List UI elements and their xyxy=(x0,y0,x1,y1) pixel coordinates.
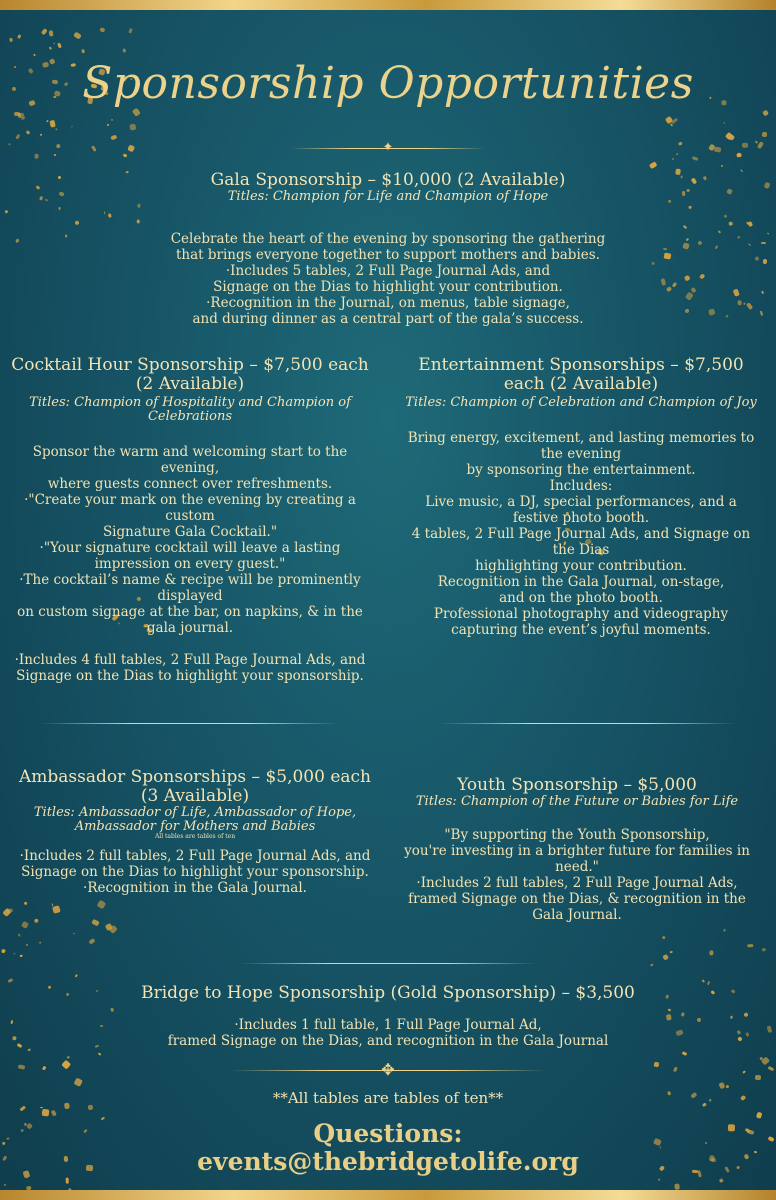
gold-fleck xyxy=(677,141,682,146)
gold-fleck xyxy=(65,235,67,238)
gold-fleck xyxy=(723,121,725,124)
gold-fleck xyxy=(762,948,766,952)
cocktail-titles: Titles: Champion of Hospitality and Champion of Celebrations xyxy=(29,395,351,424)
gold-fleck xyxy=(28,1048,31,1051)
gold-fleck xyxy=(56,144,61,149)
gala-description xyxy=(100,231,676,327)
ambassador-line: ·Recognition in the Gala Journal. xyxy=(83,880,307,896)
gold-fleck xyxy=(52,905,61,914)
gold-fleck xyxy=(39,942,41,944)
gold-fleck xyxy=(755,1074,761,1079)
tables-note: **All tables are tables of ten** xyxy=(272,1089,504,1107)
gold-fleck xyxy=(98,1052,102,1056)
gold-fleck xyxy=(724,214,728,218)
gold-fleck xyxy=(767,1025,773,1033)
gold-fleck xyxy=(685,308,690,313)
gold-fleck xyxy=(129,124,136,131)
gala-sponsorship-section xyxy=(100,171,676,327)
entertainment-section xyxy=(404,356,758,638)
gold-fleck xyxy=(7,908,14,913)
gold-fleck xyxy=(650,161,658,168)
gold-fleck xyxy=(40,29,47,36)
cocktail-heading: Cocktail Hour Sponsorship – $7,500 each (2 Available) xyxy=(11,355,369,394)
cocktail-hour-section xyxy=(8,356,372,684)
ambassador-heading: Ambassador Sponsorships – $5,000 each (3 Available) xyxy=(18,767,372,806)
bridge-line: framed Signage on the Dias, and recognition in the Gala Journal xyxy=(167,1033,609,1049)
gold-fleck xyxy=(74,1078,83,1087)
cocktail-line: ·Includes 4 full tables, 2 Full Page Journal Ads, and xyxy=(14,652,366,668)
cocktail-line: Signage on the Dias to highlight your sponsorship. xyxy=(16,668,364,684)
gold-fleck xyxy=(689,206,692,209)
gold-fleck xyxy=(748,221,754,227)
gold-fleck xyxy=(18,1064,25,1069)
ambassador-line: ·Includes 2 full tables, 2 Full Page Journal Ads, and xyxy=(19,848,371,864)
gold-fleck xyxy=(75,974,78,977)
questions-label: Questions: xyxy=(313,1119,463,1148)
gold-fleck xyxy=(718,1082,725,1089)
gold-fleck xyxy=(128,28,133,34)
gold-fleck xyxy=(658,1178,661,1181)
gold-fleck xyxy=(81,49,85,54)
gala-line: and during dinner as a central part of the gala’s success. xyxy=(192,311,584,327)
gold-fleck xyxy=(122,154,127,159)
left-section-divider xyxy=(40,723,340,724)
gold-fleck xyxy=(67,1055,70,1058)
gold-fleck xyxy=(89,938,96,945)
gold-fleck xyxy=(733,288,740,296)
right-section-divider xyxy=(440,723,736,724)
gold-fleck xyxy=(726,314,730,318)
gold-fleck xyxy=(736,235,740,239)
gold-fleck xyxy=(73,933,76,935)
gold-fleck xyxy=(7,143,10,146)
entertainment-line: Recognition in the Gala Journal, on-stage, xyxy=(437,574,725,590)
gold-fleck xyxy=(10,1020,13,1024)
gold-fleck xyxy=(34,154,39,159)
gold-fleck xyxy=(17,34,22,39)
fleur-ornament-icon: ✥ xyxy=(381,1060,395,1079)
entertainment-line: by sponsoring the entertainment. xyxy=(466,462,696,478)
gold-fleck xyxy=(127,144,135,152)
gold-fleck xyxy=(672,158,674,160)
gold-fleck xyxy=(760,290,763,293)
gala-line: that brings everyone together to support mothers and babies. xyxy=(176,247,600,263)
gold-fleck xyxy=(91,919,99,926)
gold-fleck xyxy=(745,302,753,310)
ambassador-line: Signage on the Dias to highlight your sponsorship. xyxy=(21,864,369,880)
cocktail-line: ·"Your signature cocktail will leave a lasting impression on every guest." xyxy=(39,540,341,572)
gold-fleck xyxy=(757,141,764,149)
youth-line: you're investing in a brighter future for families in need." xyxy=(404,843,750,875)
entertainment-description xyxy=(404,430,758,638)
entertainment-line: and on the photo booth. xyxy=(499,590,663,606)
gold-fleck xyxy=(15,133,21,139)
gold-fleck xyxy=(737,300,741,306)
gold-fleck xyxy=(111,119,114,122)
cocktail-spacer xyxy=(8,636,372,652)
gold-fleck xyxy=(743,1012,748,1018)
ambassador-section xyxy=(8,768,382,896)
gold-fleck xyxy=(722,929,725,932)
gold-fleck xyxy=(100,27,106,32)
bridge-description xyxy=(60,1017,716,1049)
cocktail-line: on custom signage at the bar, on napkins, & in the gala journal. xyxy=(17,604,363,636)
gold-fleck xyxy=(730,1015,733,1018)
gold-fleck xyxy=(759,311,762,316)
gold-fleck xyxy=(761,132,767,137)
gold-fleck xyxy=(71,125,73,127)
cocktail-line: Signature Gala Cocktail." xyxy=(102,524,278,540)
gold-fleck xyxy=(718,230,721,233)
gold-fleck xyxy=(107,124,110,127)
ambassador-description xyxy=(8,848,382,896)
cocktail-line: where guests connect over refreshments. xyxy=(47,476,333,492)
gold-fleck xyxy=(5,210,9,214)
gold-fleck xyxy=(7,978,13,983)
entertainment-line: Includes: xyxy=(549,478,613,494)
gold-fleck xyxy=(763,259,768,264)
gold-fleck xyxy=(1,948,6,953)
bridge-heading: Bridge to Hope Sponsorship (Gold Sponsorship) – $3,500 xyxy=(141,983,635,1003)
gold-fleck xyxy=(669,951,672,954)
gold-fleck xyxy=(768,1065,774,1070)
gold-fleck xyxy=(132,108,141,117)
gold-fleck xyxy=(691,178,698,185)
gold-fleck xyxy=(18,934,21,937)
gold-fleck xyxy=(45,198,49,201)
entertainment-line: 4 tables, 2 Full Page Journal Ads, and Signage on the Dias xyxy=(411,526,751,558)
gold-fleck xyxy=(49,47,52,50)
gold-fleck xyxy=(673,1067,678,1073)
gold-fleck xyxy=(708,309,715,316)
gold-fleck xyxy=(682,1051,688,1056)
gold-fleck xyxy=(743,1070,746,1073)
contact-email[interactable]: events@thebridgetolife.org xyxy=(197,1147,579,1176)
gold-fleck xyxy=(764,181,771,189)
gold-fleck xyxy=(685,292,694,301)
gold-fleck xyxy=(756,1112,763,1120)
entertainment-line: Bring energy, excitement, and lasting memories to the evening xyxy=(407,430,755,462)
gold-fleck xyxy=(33,54,36,57)
cocktail-line: ·"Create your mark on the evening by creating a custom xyxy=(24,492,356,524)
ambassador-titles: Titles: Ambassador of Life, Ambassador of Hope, Ambassador for Mothers and Babies xyxy=(33,805,357,834)
gold-fleck xyxy=(57,43,62,49)
gold-fleck xyxy=(66,1178,70,1184)
gala-line: ·Includes 5 tables, 2 Full Page Journal Ads, and xyxy=(225,263,551,279)
gold-fleck xyxy=(729,222,734,227)
gold-fleck xyxy=(52,43,55,45)
entertainment-line: Professional photography and videography xyxy=(433,606,729,622)
gold-fleck xyxy=(742,143,748,148)
ambassador-small-note: All tables are tables of ten xyxy=(154,833,236,840)
gold-fleck xyxy=(54,127,57,130)
gold-fleck xyxy=(730,989,736,994)
title-divider xyxy=(290,140,486,155)
gala-line: Celebrate the heart of the evening by sponsoring the gathering xyxy=(170,231,606,247)
gold-fleck xyxy=(25,944,27,946)
bridge-divider xyxy=(240,963,536,964)
gold-fleck xyxy=(40,134,42,136)
gold-fleck xyxy=(51,1110,57,1117)
gold-fleck xyxy=(721,165,724,168)
gold-fleck xyxy=(726,188,733,195)
gold-fleck xyxy=(687,189,690,192)
gold-fleck xyxy=(19,112,25,120)
gala-titles: Titles: Champion for Life and Champion of Hope xyxy=(227,189,549,204)
gold-fleck xyxy=(61,1059,71,1069)
gold-fleck xyxy=(46,120,49,123)
gala-line: ·Recognition in the Journal, on menus, table signage, xyxy=(206,295,570,311)
entertainment-heading: Entertainment Sponsorships – $7,500 each (2 Available) xyxy=(418,355,744,394)
gold-fleck xyxy=(9,38,13,42)
entertainment-titles: Titles: Champion of Celebration and Champion of Joy xyxy=(405,395,757,410)
entertainment-line: capturing the event’s joyful moments. xyxy=(451,622,711,638)
gala-line: Signage on the Dias to highlight your contribution. xyxy=(213,279,563,295)
gold-fleck xyxy=(74,31,82,39)
gold-fleck xyxy=(122,48,126,53)
gold-fleck xyxy=(97,899,106,908)
gold-fleck xyxy=(42,1066,47,1071)
gold-fleck xyxy=(747,944,753,948)
gold-fleck xyxy=(48,986,52,990)
gold-fleck xyxy=(68,1187,72,1190)
gold-fleck xyxy=(59,191,65,197)
entertainment-line: highlighting your contribution. xyxy=(475,558,687,574)
cocktail-line: Sponsor the warm and welcoming start to the evening, xyxy=(32,444,348,476)
gold-fleck xyxy=(42,1109,50,1117)
gold-fleck xyxy=(698,240,703,245)
gold-fleck xyxy=(755,257,759,261)
gold-fleck xyxy=(767,233,769,235)
gold-fleck xyxy=(4,1184,7,1187)
footer-divider xyxy=(230,1060,546,1079)
gold-fleck xyxy=(26,130,31,135)
gold-fleck xyxy=(25,1185,31,1190)
gold-fleck xyxy=(692,156,699,161)
contact-block xyxy=(0,1120,776,1176)
gold-fleck xyxy=(20,955,23,957)
gold-fleck xyxy=(680,175,683,179)
gold-fleck xyxy=(92,145,98,151)
gold-fleck xyxy=(740,169,743,172)
top-gold-border xyxy=(0,0,776,10)
entertainment-line: Live music, a DJ, special performances, and a festive photo booth. xyxy=(425,494,737,526)
gold-fleck xyxy=(51,903,53,906)
gold-fleck xyxy=(682,225,686,229)
gold-fleck xyxy=(737,1030,741,1035)
gold-fleck xyxy=(714,244,719,249)
gala-heading: Gala Sponsorship – $10,000 (2 Available) xyxy=(210,170,566,190)
gold-fleck xyxy=(685,275,691,281)
gold-fleck xyxy=(671,117,679,124)
gold-fleck xyxy=(12,953,15,955)
gold-fleck xyxy=(17,1043,23,1048)
gold-fleck xyxy=(74,220,79,226)
gold-fleck xyxy=(725,1084,729,1088)
diamond-ornament-icon: ✦ xyxy=(382,140,394,155)
gold-fleck xyxy=(737,1036,742,1041)
gold-fleck xyxy=(23,901,28,906)
youth-line: framed Signage on the Dias, & recognition in the xyxy=(408,891,746,907)
youth-titles: Titles: Champion of the Future or Babies for Life xyxy=(415,794,739,809)
youth-line: "By supporting the Youth Sponsorship, xyxy=(444,827,710,843)
gold-fleck xyxy=(53,154,55,156)
gold-fleck xyxy=(719,1178,725,1183)
gold-fleck xyxy=(702,980,705,983)
youth-description xyxy=(396,827,758,923)
gold-fleck xyxy=(58,207,61,210)
youth-heading: Youth Sponsorship – $5,000 xyxy=(457,775,697,795)
gold-fleck xyxy=(761,242,765,244)
gold-fleck xyxy=(710,951,714,956)
gold-fleck xyxy=(662,954,669,961)
gold-fleck xyxy=(58,175,62,179)
gold-fleck xyxy=(662,936,666,939)
gold-fleck xyxy=(737,153,742,158)
gold-fleck xyxy=(755,141,758,144)
cocktail-line: ·The cocktail’s name & recipe will be prominently displayed xyxy=(19,572,361,604)
gold-fleck xyxy=(14,112,20,116)
youth-line: ·Includes 2 full tables, 2 Full Page Journal Ads, xyxy=(416,875,738,891)
gold-fleck xyxy=(748,243,751,246)
gold-fleck xyxy=(49,120,56,128)
gold-fleck xyxy=(703,176,707,181)
youth-line: Gala Journal. xyxy=(532,907,622,923)
bridge-to-hope-section xyxy=(60,984,716,1049)
gold-fleck xyxy=(15,238,20,243)
gold-fleck xyxy=(12,1035,17,1040)
gold-fleck xyxy=(654,1062,660,1068)
gold-fleck xyxy=(39,196,43,201)
gold-fleck xyxy=(36,185,41,190)
gold-fleck xyxy=(675,152,678,155)
gold-fleck xyxy=(699,273,705,279)
gold-fleck xyxy=(762,110,769,117)
bridge-line: ·Includes 1 full table, 1 Full Page Journal Ad, xyxy=(234,1017,542,1033)
gold-fleck xyxy=(33,918,39,924)
gold-fleck xyxy=(685,237,689,241)
cocktail-description xyxy=(8,444,372,684)
gold-fleck xyxy=(745,1032,750,1037)
page-title: Sponsorship Opportunities xyxy=(82,58,694,109)
bottom-gold-border xyxy=(0,1190,776,1200)
youth-section xyxy=(396,776,758,923)
gold-fleck xyxy=(48,30,53,36)
gold-fleck xyxy=(110,135,117,141)
gold-fleck xyxy=(683,242,690,250)
gold-fleck xyxy=(681,191,684,196)
gold-fleck xyxy=(21,920,29,928)
gold-fleck xyxy=(650,963,654,966)
